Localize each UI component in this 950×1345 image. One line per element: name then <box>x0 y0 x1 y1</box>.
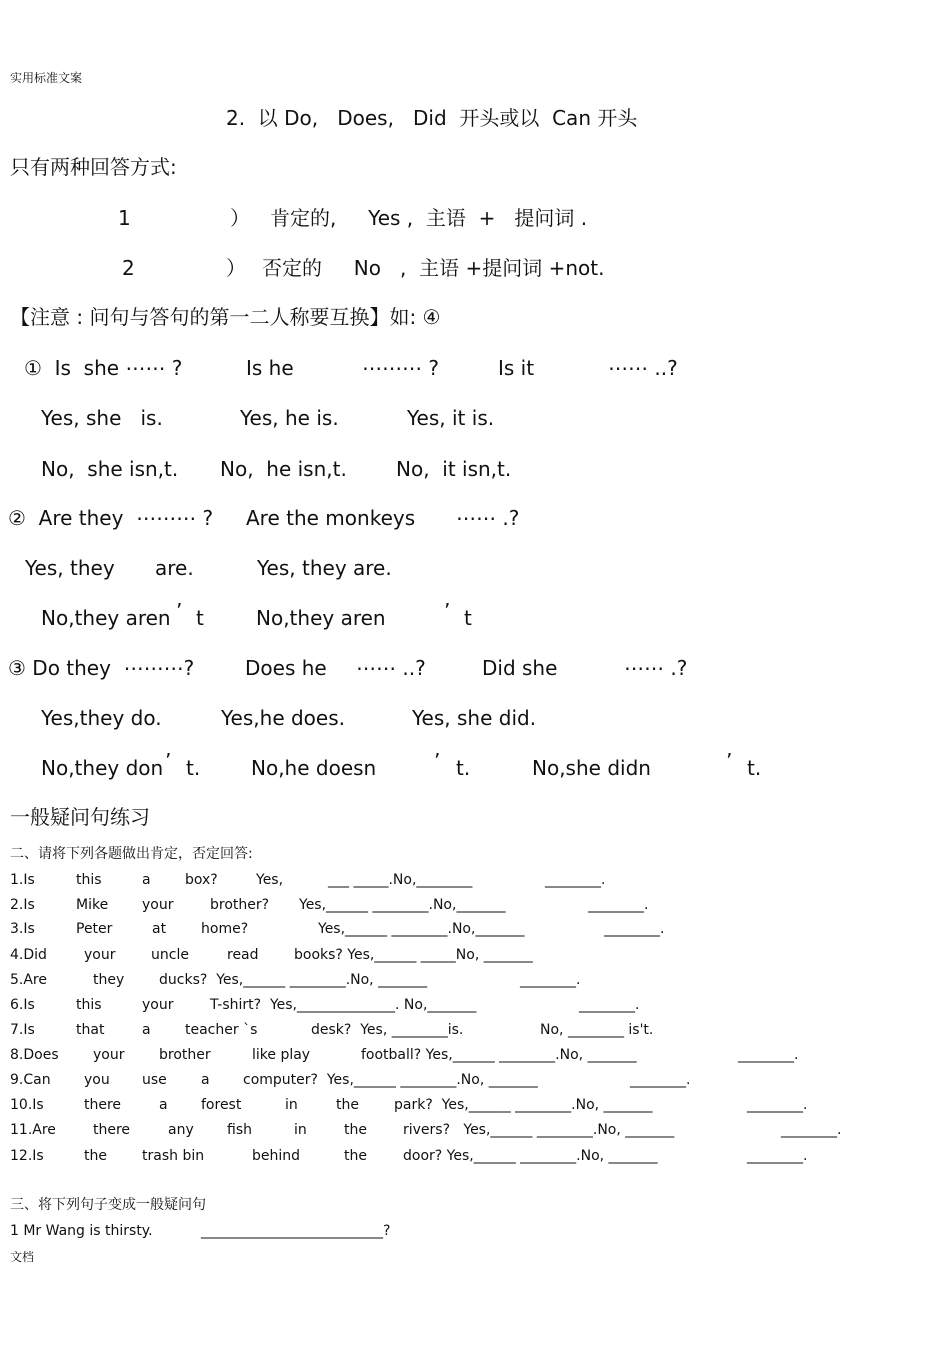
exercise-cell: 2.Is <box>10 897 35 913</box>
exercise-cell: ___ _____.No,________ <box>328 872 473 888</box>
exercise-cell: at <box>152 921 167 937</box>
exercise-cell: ________. <box>630 1072 691 1088</box>
practice-title: 一般疑问句练习 <box>10 805 150 829</box>
exercise-cell: ________. <box>579 997 640 1013</box>
exercise-cell: ________. <box>738 1047 799 1063</box>
exercise-cell: 9.Can <box>10 1072 51 1088</box>
exercise-cell: 10.Is <box>10 1097 44 1113</box>
exercise-cell: ________. <box>588 897 649 913</box>
exercise-cell: behind <box>252 1148 301 1164</box>
example-answer-no: No,they aren <box>256 606 386 630</box>
exercise-cell: your <box>142 997 174 1013</box>
exercise-cell: T-shirt? Yes,______________. No,_______ <box>210 997 477 1013</box>
exercise-cell: ________. <box>747 1148 808 1164</box>
section-3-question: 1 Mr Wang is thirsty. <box>10 1223 153 1239</box>
exercise-cell: 12.Is <box>10 1148 44 1164</box>
footer-label: 文档 <box>10 1250 35 1264</box>
exercise-cell: books? Yes,______ _____No, _______ <box>294 947 533 963</box>
rule-1-number: 1 <box>118 206 131 230</box>
exercise-cell: that <box>76 1022 105 1038</box>
exercise-cell: a <box>159 1097 168 1113</box>
exercise-cell: park? Yes,______ ________.No, _______ <box>394 1097 653 1113</box>
example-answer-no: t. <box>456 756 471 780</box>
example-question: Does he <box>245 656 327 680</box>
exercise-cell: in <box>285 1097 298 1113</box>
section-3-title: 三、将下列句子变成一般疑问句 <box>10 1197 206 1213</box>
exercise-cell: door? Yes,______ ________.No, _______ <box>403 1148 658 1164</box>
example-answer-no: t <box>196 606 204 630</box>
section-title: 2. 以 Do, Does, Did 开头或以 Can 开头 <box>226 106 638 130</box>
exercise-cell: there <box>84 1097 122 1113</box>
exercise-cell: any <box>168 1122 194 1138</box>
exercise-cell: they <box>93 972 125 988</box>
exercise-cell: your <box>93 1047 125 1063</box>
exercise-cell: this <box>76 997 102 1013</box>
example-answer-no: t <box>464 606 472 630</box>
exercise-cell: Yes,______ ________.No,_______ <box>299 897 506 913</box>
example-question: Did she <box>482 656 558 680</box>
exercise-cell: Mike <box>76 897 109 913</box>
exercise-cell: brother <box>159 1047 211 1063</box>
exercise-cell: the <box>344 1148 367 1164</box>
example-answer-no: t. <box>747 756 762 780</box>
exercise-cell: uncle <box>151 947 189 963</box>
example-answer-yes: Yes,they do. <box>41 706 162 730</box>
rule-1-text: 肯定的, Yes , 主语 + 提问词 . <box>270 206 588 230</box>
exercise-row <box>0 1123 950 1143</box>
exercise-cell: 7.Is <box>10 1022 35 1038</box>
exercise-cell: Peter <box>76 921 113 937</box>
exercise-row <box>0 898 950 918</box>
exercise-row <box>0 1023 950 1043</box>
exercise-cell: 8.Does <box>10 1047 59 1063</box>
example-apostrophe: ’ <box>434 749 441 773</box>
exercise-row <box>0 998 950 1018</box>
exercise-cell: computer? Yes,______ ________.No, _______ <box>243 1072 538 1088</box>
example-question: ⋯⋯⋯ ? <box>362 356 439 380</box>
exercise-row <box>0 873 950 893</box>
example-answer-no: t. <box>186 756 201 780</box>
exercise-cell: fish <box>227 1122 252 1138</box>
exercise-cell: a <box>201 1072 210 1088</box>
example-answer-yes: Yes, they <box>25 556 115 580</box>
exercise-cell: ________. <box>604 921 665 937</box>
exercise-row <box>0 1073 950 1093</box>
example-apostrophe: ’ <box>165 749 172 773</box>
example-apostrophe: ’ <box>444 599 451 623</box>
exercise-cell: forest <box>201 1097 242 1113</box>
exercise-cell: ________. <box>520 972 581 988</box>
rule-2-paren: ） <box>226 256 246 280</box>
exercise-row <box>0 1048 950 1068</box>
exercise-cell: you <box>84 1072 110 1088</box>
exercise-cell: the <box>84 1148 107 1164</box>
exercise-cell: 11.Are <box>10 1122 56 1138</box>
example-answer-yes: Yes, she did. <box>412 706 537 730</box>
exercise-cell: a <box>142 1022 151 1038</box>
exercise-cell: 1.Is <box>10 872 35 888</box>
exercise-cell: rivers? Yes,______ ________.No, _______ <box>403 1122 675 1138</box>
exercise-cell: 5.Are <box>10 972 47 988</box>
example-question: ⋯⋯ ..? <box>608 356 678 380</box>
exercise-cell: box? <box>185 872 218 888</box>
intro-text: 只有两种回答方式: <box>10 155 177 179</box>
example-answer-no: No,they don <box>41 756 164 780</box>
example-answer-no: No, she isn,t. <box>41 457 179 481</box>
example-answer-no: No,she didn <box>532 756 651 780</box>
section-2-title: 二、请将下列各题做出肯定，否定回答: <box>10 846 253 862</box>
example-answer-no: No, it isn,t. <box>396 457 512 481</box>
exercise-cell: a <box>142 872 151 888</box>
example-answer-yes: Yes, it is. <box>407 406 495 430</box>
exercise-cell: there <box>93 1122 131 1138</box>
example-answer-no: No, he isn,t. <box>220 457 347 481</box>
exercise-cell: the <box>344 1122 367 1138</box>
exercise-cell: Yes,______ ________.No,_______ <box>318 921 525 937</box>
rule-2-number: 2 <box>122 256 135 280</box>
example-question: ⋯⋯ .? <box>456 506 520 530</box>
exercise-cell: this <box>76 872 102 888</box>
example-answer-yes: are. <box>155 556 194 580</box>
example-question: ⋯⋯ .? <box>624 656 688 680</box>
exercise-cell: teacher `s <box>185 1022 258 1038</box>
exercise-cell: brother? <box>210 897 270 913</box>
exercise-cell: 6.Is <box>10 997 35 1013</box>
example-question: ② Are they ⋯⋯⋯ ? <box>8 506 214 530</box>
example-question: ① Is she ⋯⋯ ? <box>24 356 183 380</box>
exercise-cell: ducks? Yes,______ ________.No, _______ <box>159 972 428 988</box>
example-question: Is he <box>246 356 294 380</box>
exercise-row <box>0 1098 950 1118</box>
exercise-row <box>0 922 950 942</box>
exercise-cell: 4.Did <box>10 947 47 963</box>
exercise-cell: ________. <box>781 1122 842 1138</box>
exercise-cell: read <box>227 947 259 963</box>
example-question: ⋯⋯ ..? <box>356 656 426 680</box>
example-question: Is it <box>498 356 535 380</box>
example-answer-yes: Yes, they are. <box>257 556 392 580</box>
exercise-cell: desk? Yes, ________is. <box>311 1022 464 1038</box>
exercise-cell: ________. <box>747 1097 808 1113</box>
example-apostrophe: ’ <box>726 749 733 773</box>
example-question: Are the monkeys <box>246 506 416 530</box>
example-question: ③ Do they ⋯⋯⋯? <box>8 656 195 680</box>
exercise-cell: 3.Is <box>10 921 35 937</box>
exercise-cell: the <box>336 1097 359 1113</box>
exercise-cell: home? <box>201 921 249 937</box>
exercise-cell: your <box>84 947 116 963</box>
header-label: 实用标准文案 <box>10 71 83 85</box>
exercise-cell: Yes, <box>256 872 284 888</box>
example-apostrophe: ’ <box>176 599 183 623</box>
rule-2-text: 否定的 No , 主语 +提问词 +not. <box>262 256 605 280</box>
exercise-row <box>0 1149 950 1169</box>
example-answer-no: No,he doesn <box>251 756 377 780</box>
exercise-cell: No, ________ is't. <box>540 1022 654 1038</box>
note-text: 【注意 : 问句与答句的第一二人称要互换】如: ④ <box>10 305 441 329</box>
example-answer-yes: Yes, she is. <box>41 406 163 430</box>
exercise-cell: ________. <box>545 872 606 888</box>
example-answer-yes: Yes, he is. <box>240 406 339 430</box>
example-answer-yes: Yes,he does. <box>221 706 345 730</box>
exercise-cell: use <box>142 1072 167 1088</box>
exercise-row <box>0 973 950 993</box>
exercise-row <box>0 948 950 968</box>
exercise-cell: football? Yes,______ ________.No, _______ <box>361 1047 637 1063</box>
exercise-cell: your <box>142 897 174 913</box>
exercise-cell: in <box>294 1122 307 1138</box>
section-3-answer-blank: __________________________? <box>201 1223 391 1239</box>
example-answer-no: No,they aren <box>41 606 171 630</box>
rule-1-paren: ） <box>230 206 250 230</box>
exercise-cell: like play <box>252 1047 311 1063</box>
exercise-cell: trash bin <box>142 1148 205 1164</box>
